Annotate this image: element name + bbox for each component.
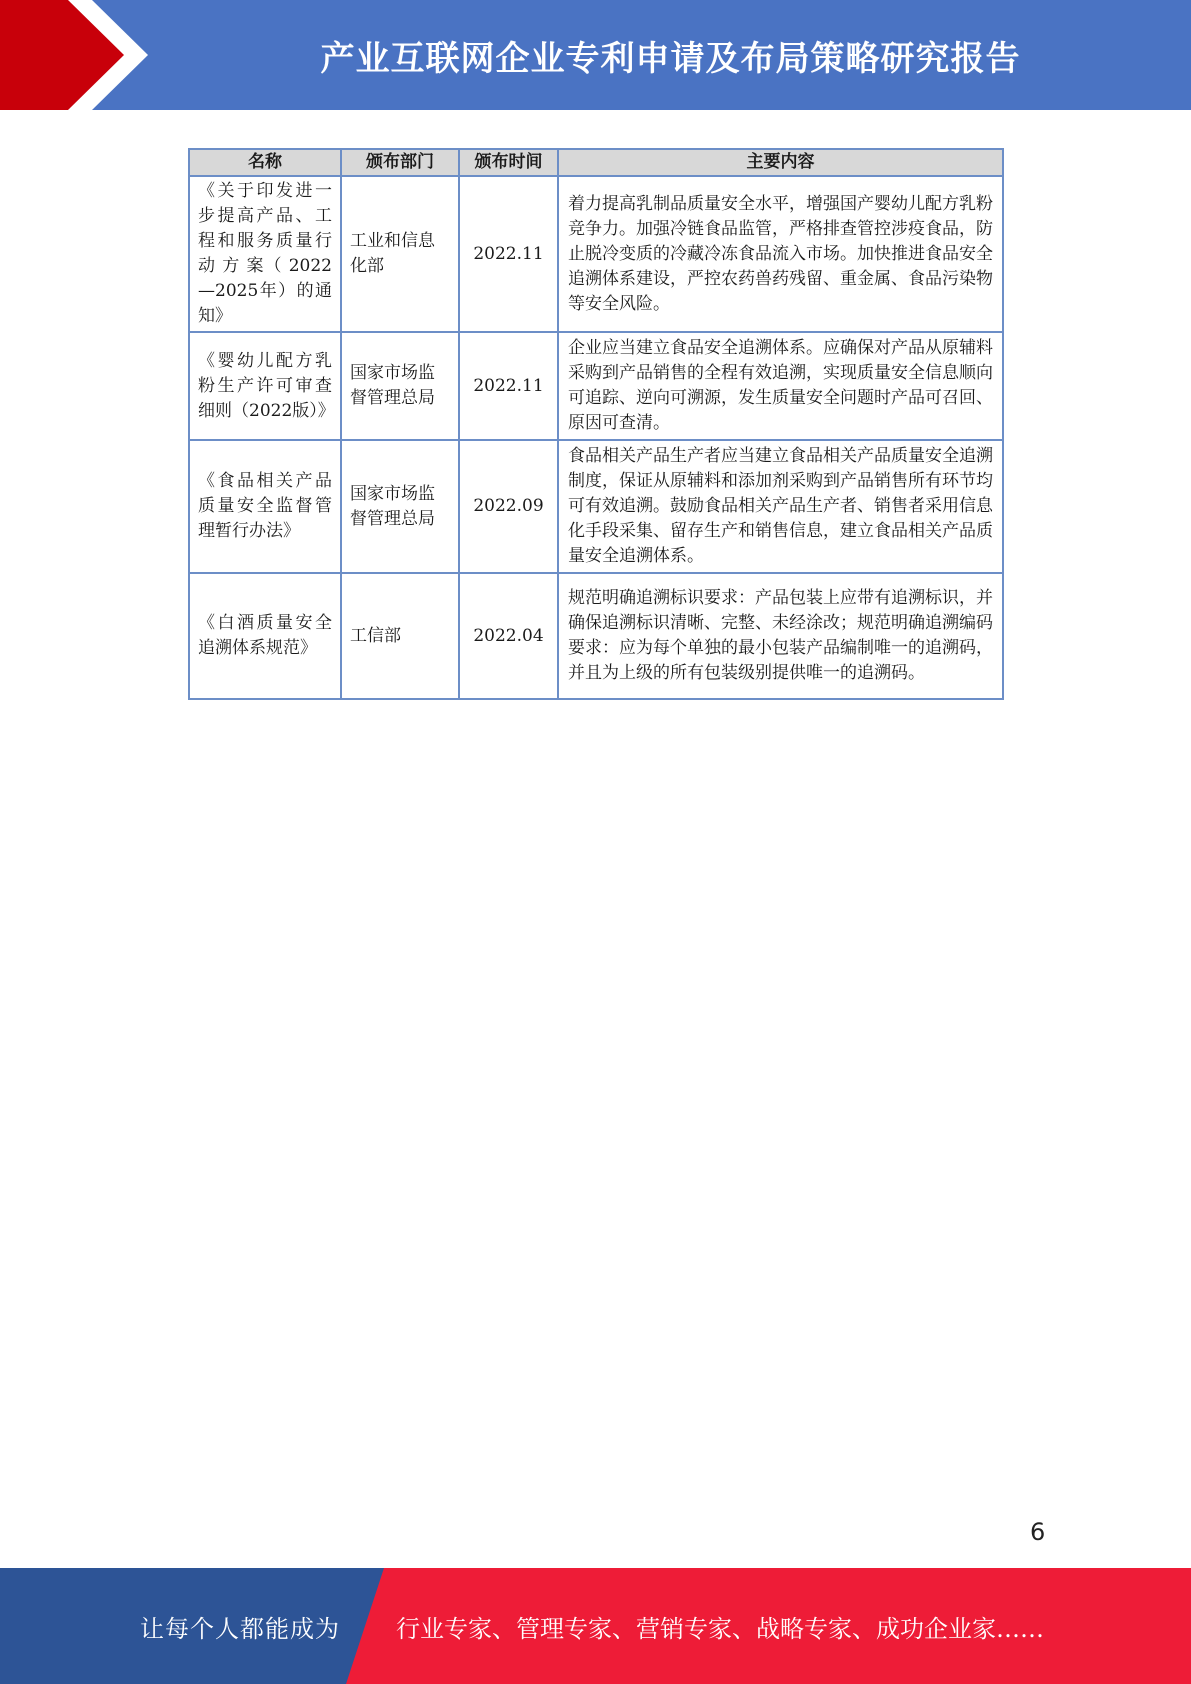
policy-content: 企业应当建立食品安全追溯体系。应确保对产品从原辅料采购到产品销售的全程有效追溯，实现质量安全信息顺向可追踪、逆向可溯源，发生质量安全问题时产品可召回、原因可查清。 xyxy=(558,332,1003,440)
policy-name: 《婴幼儿配方乳粉生产许可审查细则（2022版）》 xyxy=(189,332,341,440)
header-date: 颁布时间 xyxy=(459,149,558,176)
policy-date: 2022.09 xyxy=(459,440,558,573)
policy-date: 2022.04 xyxy=(459,573,558,699)
policy-name: 《关于印发进一步提高产品、工程和服务质量行动 方 案（ 2022—2025年）的通知》 xyxy=(189,176,341,332)
table-row xyxy=(189,573,1003,699)
policy-content: 规范明确追溯标识要求：产品包装上应带有追溯标识，并确保追溯标识清晰、完整、未经涂改；规范明确追溯编码要求：应为每个单独的最小包装产品编制唯一的追溯码，并且为上级的所有包装级别提供唯一的追溯码。 xyxy=(558,573,1003,699)
table-header-row xyxy=(189,149,1003,176)
policy-date: 2022.11 xyxy=(459,332,558,440)
header-red-chevron xyxy=(0,0,160,110)
policy-name: 《食品相关产品质量安全监督管理暂行办法》 xyxy=(189,440,341,573)
report-title: 产业互联网企业专利申请及布局策略研究报告 xyxy=(320,38,1021,79)
footer-banner xyxy=(0,1568,1191,1684)
policy-dept: 工信部 xyxy=(341,573,459,699)
header-content: 主要内容 xyxy=(558,149,1003,176)
policy-name: 《白酒质量安全追溯体系规范》 xyxy=(189,573,341,699)
table-row xyxy=(189,176,1003,332)
policy-date: 2022.11 xyxy=(459,176,558,332)
footer-slogan-right: 行业专家、管理专家、营销专家、战略专家、成功企业家…… xyxy=(396,1614,1044,1643)
policy-table xyxy=(188,148,1004,700)
header-banner xyxy=(0,0,1191,110)
policy-dept: 国家市场监督管理总局 xyxy=(341,440,459,573)
page-number: 6 xyxy=(1030,1518,1046,1546)
table-row xyxy=(189,332,1003,440)
header-dept: 颁布部门 xyxy=(341,149,459,176)
policy-dept: 工业和信息化部 xyxy=(341,176,459,332)
policy-content: 着力提高乳制品质量安全水平，增强国产婴幼儿配方乳粉竞争力。加强冷链食品监管，严格排查管控涉疫食品，防止脱冷变质的冷藏冷冻食品流入市场。加快推进食品安全追溯体系建设，严控农药兽药残留、重金属、食品污染物等安全风险。 xyxy=(558,176,1003,332)
policy-content: 食品相关产品生产者应当建立食品相关产品质量安全追溯制度，保证从原辅料和添加剂采购到产品销售所有环节均可有效追溯。鼓励食品相关产品生产者、销售者采用信息化手段采集、留存生产和销售信息，建立食品相关产品质量安全追溯体系。 xyxy=(558,440,1003,573)
footer-slogan-left: 让每个人都能成为 xyxy=(140,1614,340,1643)
table-row xyxy=(189,440,1003,573)
header-name: 名称 xyxy=(189,149,341,176)
policy-dept: 国家市场监督管理总局 xyxy=(341,332,459,440)
